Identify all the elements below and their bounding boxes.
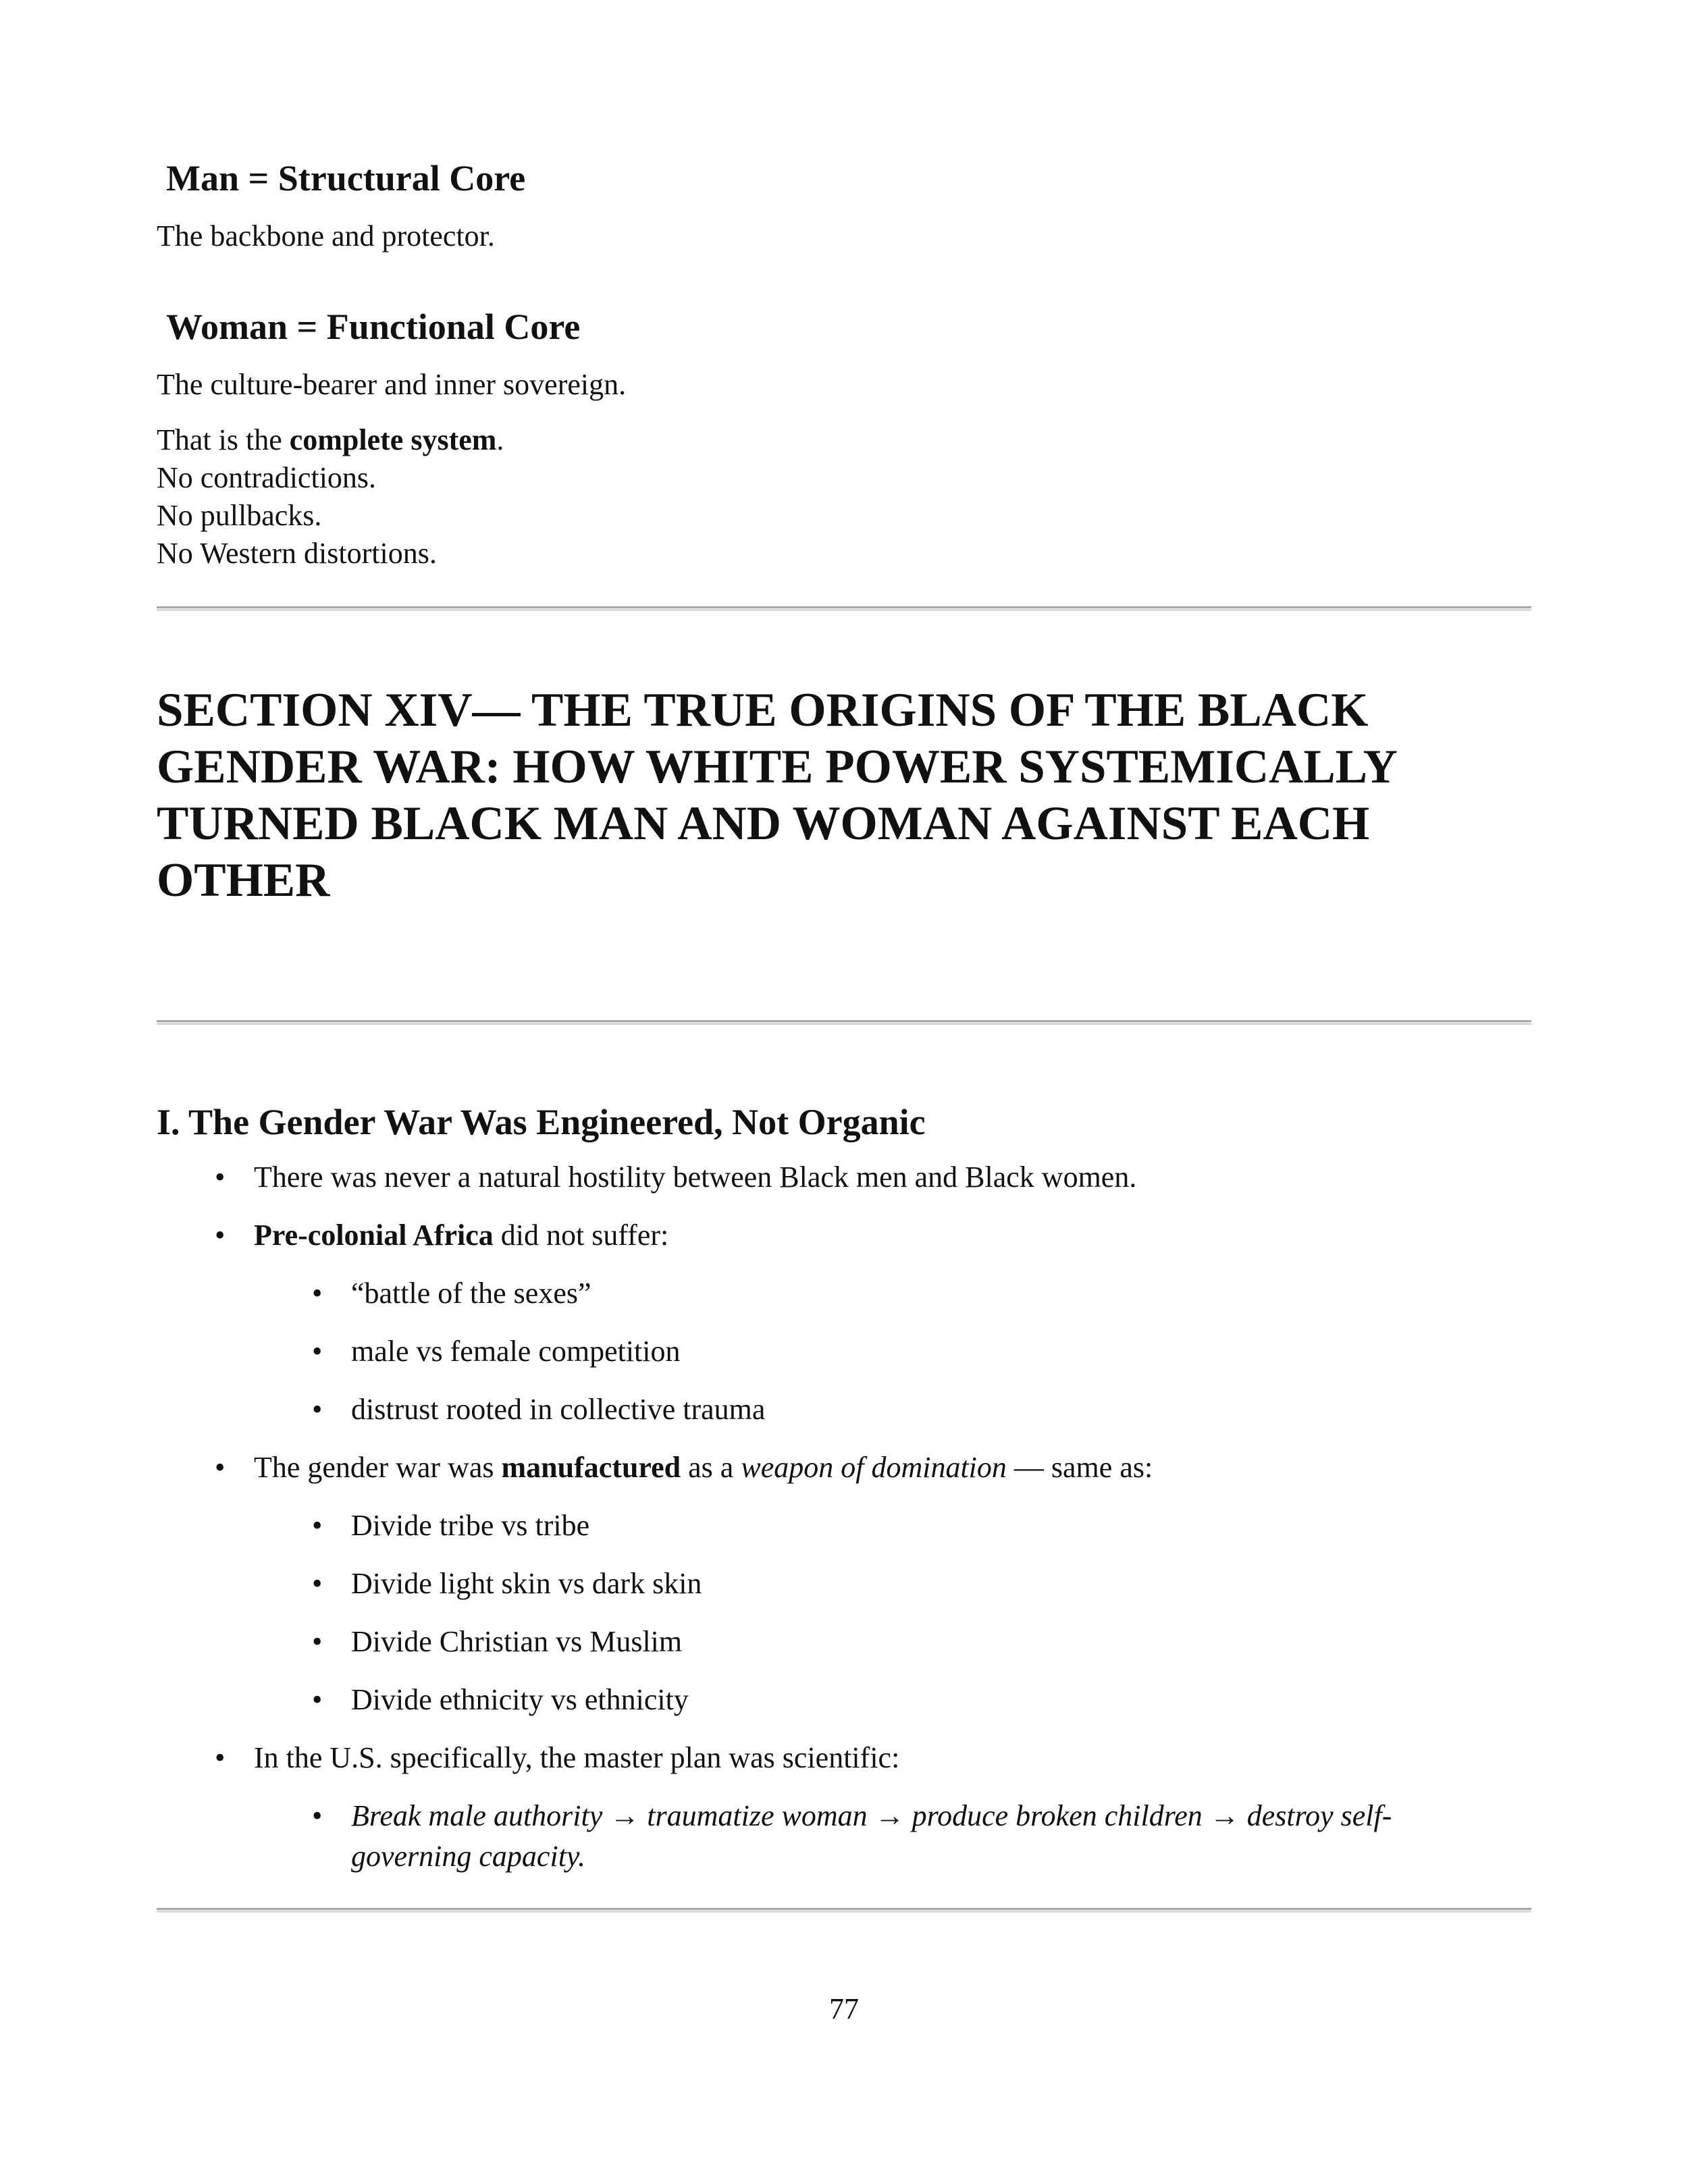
sub-list-item — [312, 1565, 702, 1603]
sub-list-item-italic: governing capacity. — [351, 1840, 586, 1873]
horizontal-rule-1 — [157, 606, 1531, 611]
bullet-icon: • — [312, 1509, 323, 1542]
no-pullbacks-line: No pullbacks. — [157, 499, 322, 532]
sub-list-item — [312, 1623, 683, 1661]
sub-list-item-text: “battle of the sexes” — [351, 1277, 591, 1310]
complete-system-bold: complete system — [289, 423, 497, 456]
sub-list-item — [312, 1333, 681, 1370]
sub-list-item-text: Divide Christian vs Muslim — [351, 1625, 683, 1658]
sub-list-item — [312, 1681, 689, 1719]
bullet-icon: • — [215, 1741, 226, 1774]
bullet-icon: • — [312, 1567, 323, 1600]
list-item-bold: Pre-colonial Africa — [254, 1219, 494, 1252]
sub-list-item — [312, 1391, 766, 1429]
horizontal-rule-2 — [157, 1020, 1531, 1025]
complete-system-line — [157, 421, 504, 459]
sub-list-item-italic: Break male authority → traumatize woman → produce broken children → destroy self- — [351, 1799, 1392, 1832]
bullet-icon: • — [312, 1683, 323, 1716]
section-title-line-4: OTHER — [157, 854, 330, 907]
sub-list-item-text: Divide ethnicity vs ethnicity — [351, 1683, 689, 1716]
list-item — [215, 1449, 1153, 1487]
complete-system-suffix: . — [496, 423, 504, 456]
list-item-italic: weapon of domination — [741, 1451, 1007, 1484]
bullet-icon: • — [215, 1451, 226, 1484]
bullet-icon: • — [312, 1277, 323, 1310]
list-item-text: In the U.S. specifically, the master plan was scientific: — [254, 1741, 900, 1774]
sub-list-item — [312, 1797, 1392, 1835]
man-description: The backbone and protector. — [157, 219, 495, 252]
list-item — [215, 1158, 1137, 1196]
section-title-line-3: TURNED BLACK MAN AND WOMAN AGAINST EACH — [157, 797, 1370, 850]
list-item-text: as a — [681, 1451, 741, 1484]
list-item-text: There was never a natural hostility between Black men and Black women. — [254, 1161, 1137, 1194]
bullet-icon: • — [312, 1335, 323, 1368]
list-item — [215, 1739, 900, 1777]
section-title-line-2: GENDER WAR: HOW WHITE POWER SYSTEMICALLY — [157, 741, 1398, 793]
sub-list-item-text: distrust rooted in collective trauma — [351, 1393, 766, 1426]
sub-list-item — [312, 1275, 591, 1312]
bullet-icon: • — [215, 1219, 226, 1252]
page-number: 77 — [829, 1992, 859, 2025]
woman-description: The culture-bearer and inner sovereign. — [157, 368, 627, 401]
list-item-text: did not suffer: — [493, 1219, 669, 1252]
sub-list-item-text: male vs female competition — [351, 1335, 681, 1368]
no-western-distortions-line: No Western distortions. — [157, 537, 437, 570]
sub-list-item — [312, 1507, 590, 1545]
no-contradictions-line: No contradictions. — [157, 461, 377, 494]
complete-system-prefix: That is the — [157, 423, 290, 456]
bullet-icon: • — [312, 1799, 323, 1832]
woman-heading: Woman = Functional Core — [166, 307, 581, 347]
section-title-line-1: SECTION XIV— THE TRUE ORIGINS OF THE BLACK — [157, 684, 1369, 737]
man-heading: Man = Structural Core — [166, 158, 526, 198]
list-item-text: The gender war was — [254, 1451, 502, 1484]
list-item-text: — same as: — [1006, 1451, 1153, 1484]
bullet-icon: • — [312, 1393, 323, 1426]
sub-list-item-text: Divide tribe vs tribe — [351, 1509, 590, 1542]
list-item — [215, 1217, 669, 1254]
horizontal-rule-3 — [157, 1908, 1531, 1913]
part-one-heading: I. The Gender War Was Engineered, Not Organic — [157, 1102, 926, 1142]
bullet-icon: • — [215, 1161, 226, 1194]
sub-list-item-text: Divide light skin vs dark skin — [351, 1567, 702, 1600]
list-item-bold: manufactured — [501, 1451, 681, 1484]
sub-list-item-continuation — [351, 1838, 585, 1875]
section-title — [157, 682, 1534, 909]
bullet-icon: • — [312, 1625, 323, 1658]
